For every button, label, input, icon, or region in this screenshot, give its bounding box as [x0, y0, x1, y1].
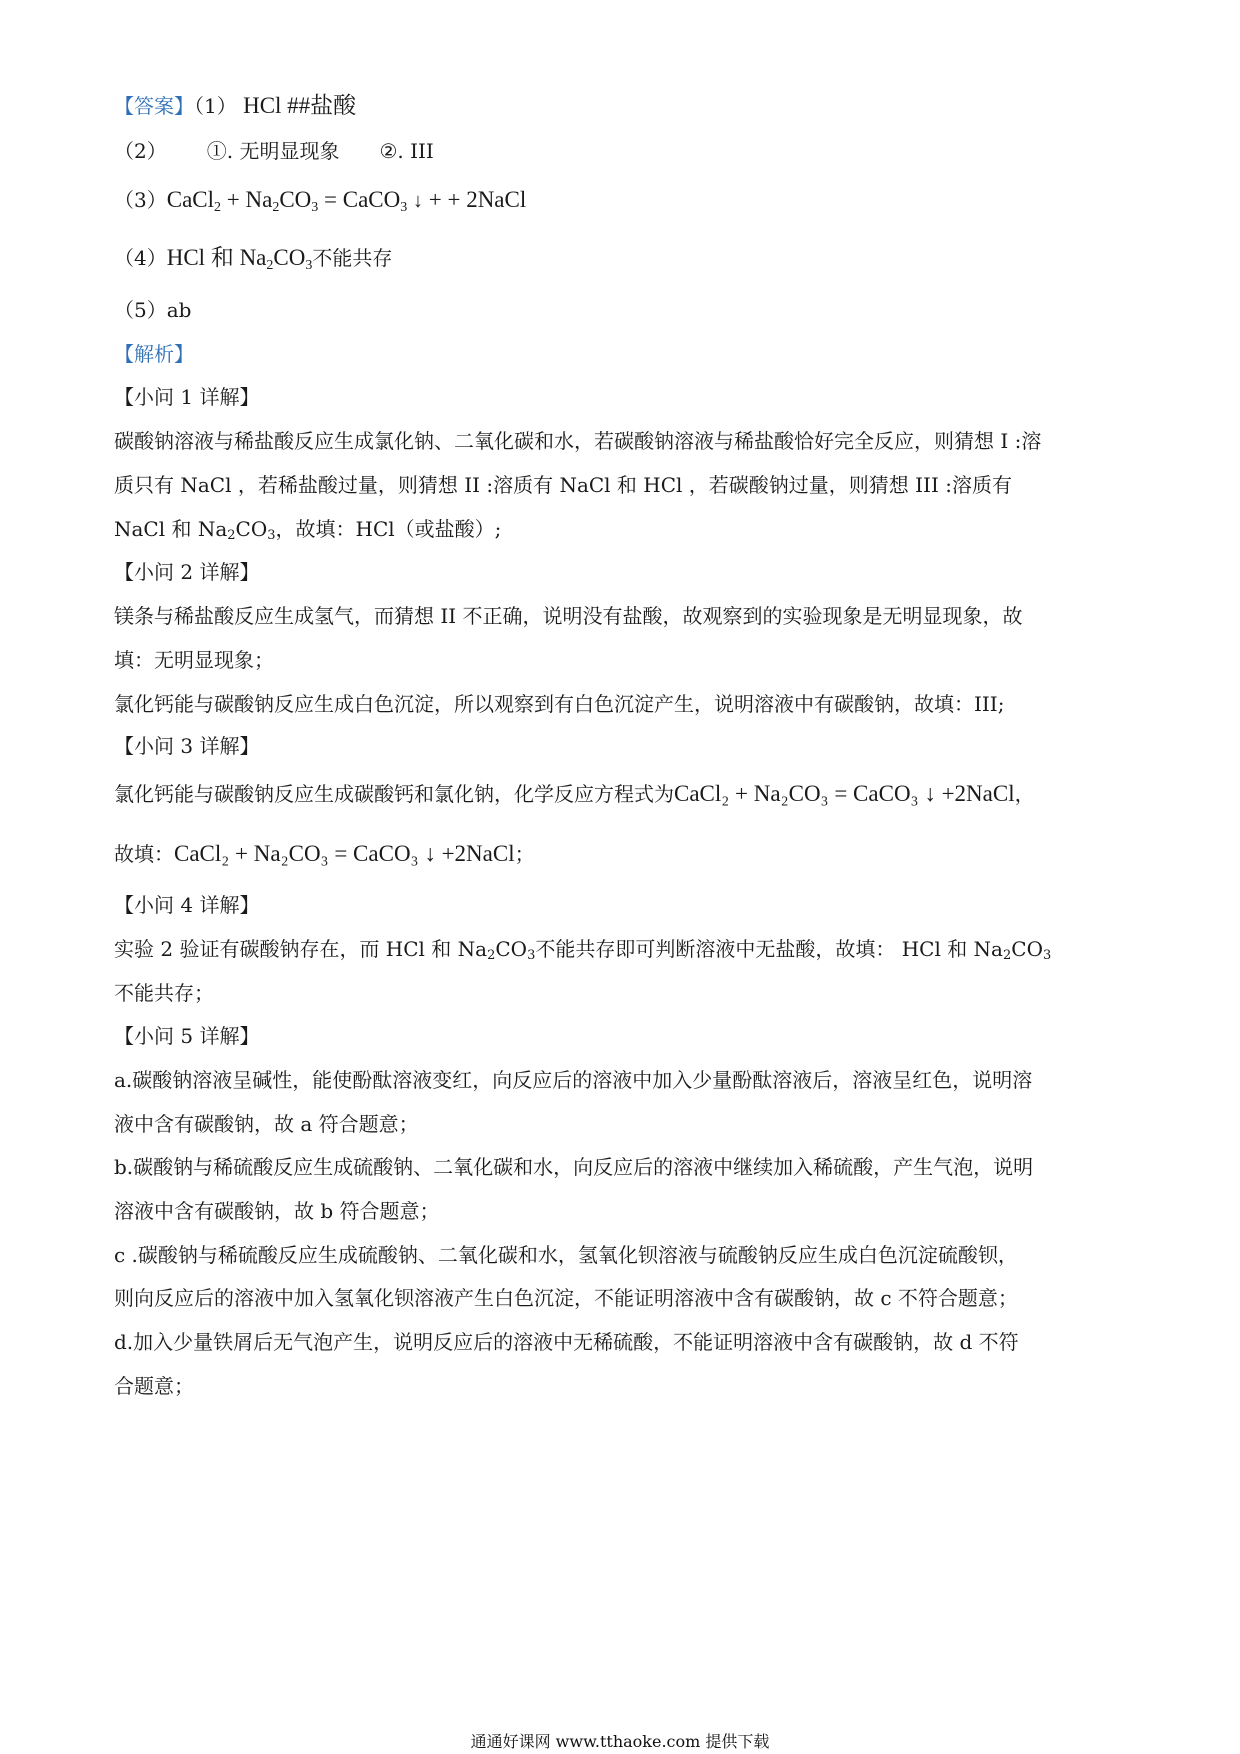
analysis-tag: 【解析】: [114, 342, 194, 366]
section-4-heading: 【小问 4 详解】: [114, 893, 260, 917]
section-2-line-3: 氯化钙能与碳酸钠反应生成白色沉淀，所以观察到有白色沉淀产生，说明溶液中有碳酸钠，故填：III;: [114, 692, 1005, 716]
option-b-line-2: 溶液中含有碳酸钠，故 b 符合题意；: [114, 1199, 440, 1223]
option-c-line-1: c .碳酸钠与稀硫酸反应生成硫酸钠、二氧化碳和水，氢氧化钡溶液与硫酸钠反应生成白色沉淀硫酸钡，: [114, 1243, 1018, 1267]
answer-tag: 【答案】: [114, 94, 194, 118]
answer-q1-num: （1）: [194, 94, 237, 118]
answer-q2-num: （2）: [114, 139, 167, 163]
answer-q2-part1: ①. 无明显现象: [206, 139, 340, 163]
section-3-heading: 【小问 3 详解】: [114, 734, 260, 758]
equation-2: CaCl₂ + Na₂CO₃ = CaCO₃ ↓ +2NaCl: [174, 841, 515, 866]
option-a-line-2: 液中含有碳酸钠，故 a 符合题意；: [114, 1112, 419, 1136]
footer-watermark: 通通好课网 www.tthaoke.com 提供下载: [470, 1732, 770, 1751]
section-1-line-3: NaCl 和 $Na_2CO_3$，故填：HCl（或盐酸）;: [114, 517, 502, 543]
answer-line-2: [114, 137, 1134, 165]
answer-q4-num: （4）: [114, 246, 167, 270]
answer-q4-text: HCl 和 $Na_2CO_3$: [166, 245, 313, 273]
answer-q2-part2: ②. III: [379, 139, 434, 163]
section-4-line-2: 不能共存；: [114, 981, 214, 1005]
section-3-line-1: 氯化钙能与碳酸钠反应生成碳酸钙和氯化钠，化学反应方程式为CaCl₂ + Na₂CO₃ = CaCO₃ ↓ +2NaCl，: [114, 781, 1035, 806]
answer-line-3: [114, 186, 1134, 215]
answer-q1-text: HCl ##盐酸: [243, 93, 357, 118]
section-2-line-1: 镁条与稀盐酸反应生成氢气，而猜想 II 不正确，说明没有盐酸，故观察到的实验现象是无明显现象，故: [114, 604, 1023, 628]
answer-q5-num: （5）: [114, 298, 167, 322]
option-a-line-1: a.碳酸钠溶液呈碱性，能使酚酞溶液变红，向反应后的溶液中加入少量酚酞溶液后，溶液呈红色，说明溶: [114, 1068, 1033, 1092]
answer-line-1: [114, 92, 1134, 120]
section-1-heading: 【小问 1 详解】: [114, 385, 260, 409]
option-c-line-2: 则向反应后的溶液中加入氢氧化钡溶液产生白色沉淀，不能证明溶液中含有碳酸钠，故 c 不符合题意；: [114, 1286, 1018, 1310]
answer-q3-num: （3）: [114, 188, 167, 212]
section-1-line-1: 碳酸钠溶液与稀盐酸反应生成氯化钠、二氧化碳和水，若碳酸钠溶液与稀盐酸恰好完全反应，则猜想 I :溶: [114, 429, 1042, 453]
section-2-heading: 【小问 2 详解】: [114, 560, 260, 584]
section-4-line-1: 实验 2 验证有碳酸钠存在，而 HCl 和 $Na_2CO_3$不能共存即可判断溶液中无盐酸，故填： HCl 和 $Na_2CO_3$: [114, 937, 1052, 963]
equation-1: CaCl₂ + Na₂CO₃ = CaCO₃ ↓ +2NaCl: [674, 781, 1015, 806]
answer-line-4: （4）HCl 和 $Na_2CO_3$不能共存: [114, 245, 393, 273]
answer-q5-text: ab: [166, 298, 192, 322]
option-d-line-2: 合题意；: [114, 1374, 194, 1398]
option-d-line-1: d.加入少量铁屑后无气泡产生，说明反应后的溶液中无稀硫酸，不能证明溶液中含有碳酸钠，故 d 不符: [114, 1330, 1019, 1354]
section-3-line-2: 故填：CaCl₂ + Na₂CO₃ = CaCO₃ ↓ +2NaCl；: [114, 841, 535, 866]
option-b-line-1: b.碳酸钠与稀硫酸反应生成硫酸钠、二氧化碳和水，向反应后的溶液中继续加入稀硫酸，产生气泡，说明: [114, 1155, 1034, 1179]
answer-q3-equation: CaCl$_2$ + $Na_2CO_3$ = CaCO$_3$ ↓ + + 2NaCl: [166, 187, 527, 215]
section-5-heading: 【小问 5 详解】: [114, 1024, 260, 1048]
answer-line-5: [114, 296, 1134, 324]
section-2-line-2: 填：无明显现象；: [114, 648, 274, 672]
section-1-line-2: 质只有 NaCl ，若稀盐酸过量，则猜想 II :溶质有 NaCl 和 HCl ，若碳酸钠过量，则猜想 III :溶质有: [114, 473, 1012, 497]
